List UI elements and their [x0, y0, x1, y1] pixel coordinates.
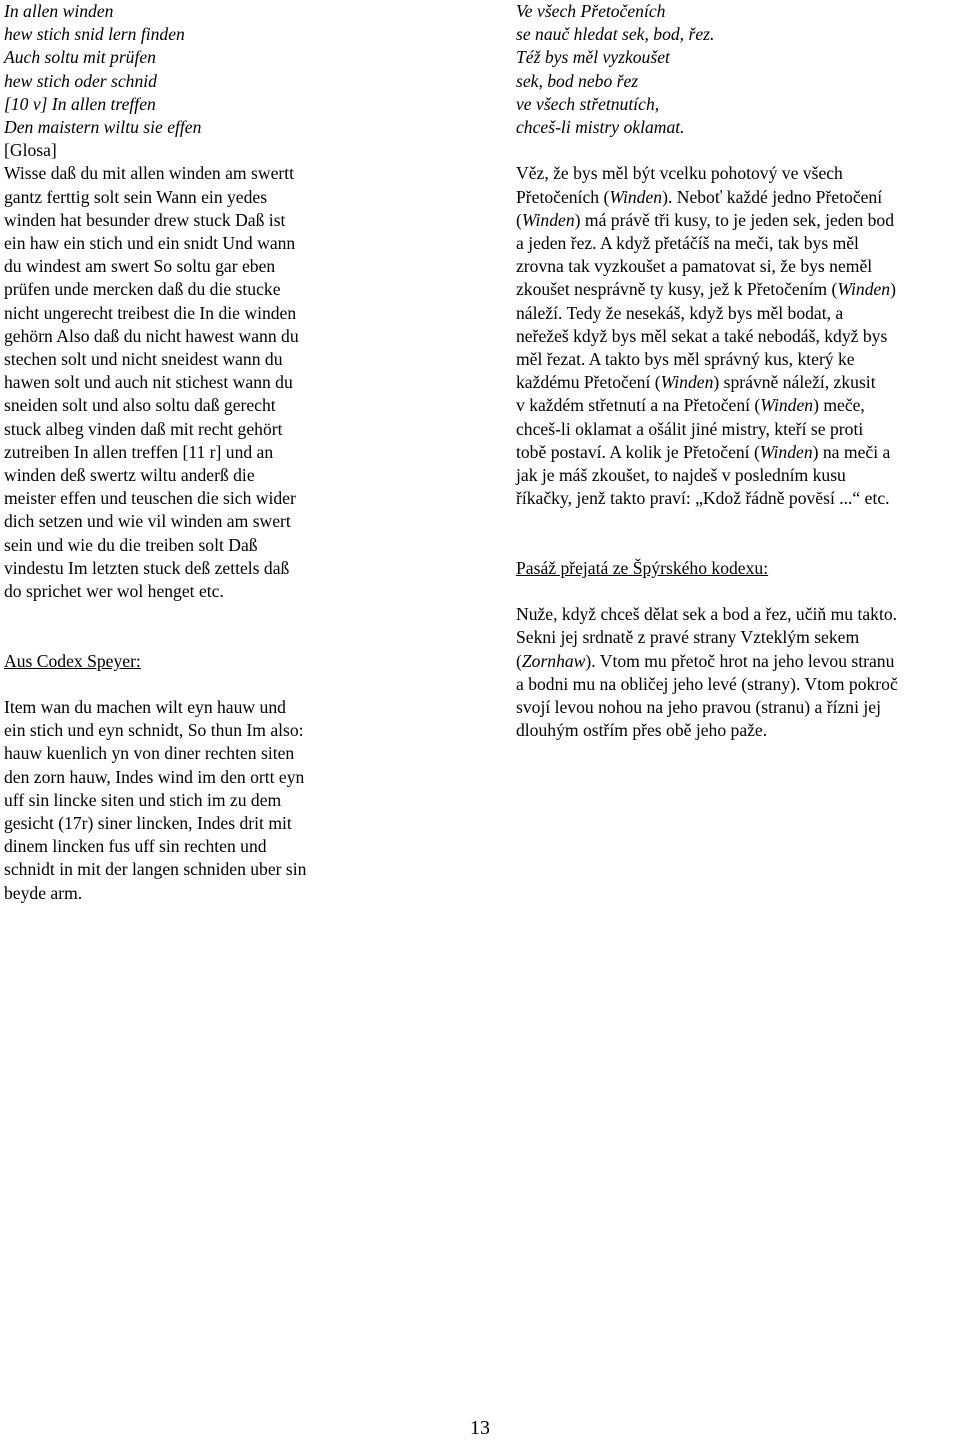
verse-line: hew stich oder schnid — [4, 70, 157, 91]
czech-verse — [516, 0, 956, 139]
glosa-line: stechen solt und nicht sneidest wann du — [4, 349, 283, 370]
glosa-line: prüfen unde mercken daß du die stucke — [4, 279, 281, 300]
speyer-line: hauw kuenlich yn von diner rechten siten — [4, 743, 295, 764]
glosa-line: sneiden solt und also soltu daß gerecht — [4, 395, 276, 416]
gloss-line: tobě postaví. A kolik je Přetočení (Winden) na meči a — [516, 441, 891, 462]
verse-line: chceš-li mistry oklamat. — [516, 117, 685, 138]
verse-line: Též bys měl vyzkoušet — [516, 47, 670, 68]
speyer-line: dlouhým ostřím přes obě jeho paže. — [516, 720, 768, 741]
gloss-line: zrovna tak vyzkoušet a pamatovat si, že bys neměl — [516, 256, 873, 277]
gloss-line: náleží. Tedy že nesekáš, když bys měl bodat, a — [516, 302, 844, 323]
verse-line: Auch soltu mit prüfen — [4, 47, 156, 68]
glosa-line: du windest am swert So soltu gar eben — [4, 256, 276, 277]
speyer-line: dinem lincken fus uff sin rechten und — [4, 836, 267, 857]
speyer-line: uff sin lincke siten und stich im zu dem — [4, 789, 282, 810]
gloss-line: Věz, že bys měl být vcelku pohotový ve všech — [516, 163, 843, 184]
glosa-line: dich setzen und wie vil winden am swert — [4, 511, 291, 532]
speyer-line: svojí levou nohou na jeho pravou (stranu) a řízni jej — [516, 697, 881, 718]
verse-line: se nauč hledat sek, bod, řez. — [516, 24, 715, 45]
gloss-line: jak je máš zkoušet, to najdeš v posledním kusu — [516, 465, 846, 486]
speyer-line: den zorn hauw, Indes wind im den ortt eyn — [4, 766, 305, 787]
glosa-line: do sprichet wer wol henget etc. — [4, 581, 224, 602]
glosa-line: winden deß swertz wiltu anderß die — [4, 465, 255, 486]
verse-line: ve všech střetnutích, — [516, 93, 660, 114]
gloss-line: Přetočeních (Winden). Neboť každé jedno Přetočení — [516, 186, 883, 207]
speyer-line: Sekni jej srdnatě z pravé strany Vzteklým sekem — [516, 627, 860, 648]
german-glosa — [4, 139, 376, 603]
speyer-heading-czech: Pasáž přejatá ze Špýrského kodexu: — [516, 557, 769, 578]
speyer-line: schnidt in mit der langen schniden uber sin — [4, 859, 307, 880]
glosa-line: vindestu Im letzten stuck deß zettels daß — [4, 557, 290, 578]
speyer-line: ein stich und eyn schnidt, So thun Im also: — [4, 720, 304, 741]
glosa-line: [Glosa] — [4, 140, 57, 161]
verse-line: hew stich snid lern finden — [4, 24, 185, 45]
speyer-line: Nuže, když chceš dělat sek a bod a řez, učiň mu takto. — [516, 604, 898, 625]
verse-line: Den maistern wiltu sie effen — [4, 117, 202, 138]
verse-line: In allen winden — [4, 1, 114, 21]
glosa-line: stuck albeg vinden daß mit recht gehört — [4, 418, 283, 439]
gloss-line: každému Přetočení (Winden) správně náleží, zkusit — [516, 372, 876, 393]
glosa-line: Wisse daß du mit allen winden am swertt — [4, 163, 295, 184]
glosa-line: sein und wie du die treiben solt Daß — [4, 534, 258, 555]
czech-gloss — [516, 162, 956, 510]
glosa-line: hawen solt und auch nit stichest wann du — [4, 372, 293, 393]
speyer-line: a bodni mu na obličej jeho levé (strany). Vtom pokroč — [516, 673, 898, 694]
speyer-line: beyde arm. — [4, 882, 83, 903]
gloss-line: (Winden) má právě tři kusy, to je jeden sek, jeden bod — [516, 209, 894, 230]
gloss-line: neřežeš když bys měl sekat a také nebodáš, když bys — [516, 325, 888, 346]
glosa-line: gantz ferttig solt sein Wann ein yedes — [4, 186, 268, 207]
gloss-line: a jeden řez. A když přetáčíš na meči, tak bys měl — [516, 233, 859, 254]
glosa-line: winden hat besunder drew stuck Daß ist — [4, 209, 286, 230]
gloss-line: říkačky, jenž takto praví: „Kdož řádně povĕsí ...“ etc. — [516, 488, 890, 509]
german-speyer-text — [4, 696, 376, 905]
glosa-line: meister effen und teuschen die sich wider — [4, 488, 296, 509]
german-verse — [4, 0, 376, 139]
czech-speyer-text — [516, 603, 956, 742]
verse-line: sek, bod nebo řez — [516, 70, 639, 91]
speyer-line: Item wan du machen wilt eyn hauw und — [4, 697, 286, 718]
speyer-line: (Zornhaw). Vtom mu přetoč hrot na jeho levou stranu — [516, 650, 895, 671]
speyer-line: gesicht (17r) siner lincken, Indes drit mit — [4, 813, 292, 834]
gloss-line: měl řezat. A takto bys měl správný kus, který ke — [516, 349, 855, 370]
glosa-line: zutreiben In allen treffen [11 r] und an — [4, 441, 274, 462]
czech-translation-column — [516, 0, 956, 742]
gloss-line: v každém střetnutí a na Přetočení (Winden) meče, — [516, 395, 865, 416]
glosa-line: ein haw ein stich und ein snidt Und wann — [4, 233, 296, 254]
speyer-heading-german: Aus Codex Speyer: — [4, 650, 141, 671]
glosa-line: nicht ungerecht treibest die In die winden — [4, 302, 297, 323]
page-number: 13 — [470, 1417, 490, 1439]
verse-line: Ve všech Přetočeních — [516, 1, 666, 21]
verse-line: [10 v] In allen treffen — [4, 93, 156, 114]
gloss-line: zkoušet nesprávně ty kusy, jež k Přetočením (Winden) — [516, 279, 896, 300]
glosa-line: gehörn Also daß du nicht hawest wann du — [4, 325, 299, 346]
gloss-line: chceš-li oklamat a ošálit jiné mistry, kteří se proti — [516, 418, 864, 439]
german-original-column — [4, 0, 376, 905]
